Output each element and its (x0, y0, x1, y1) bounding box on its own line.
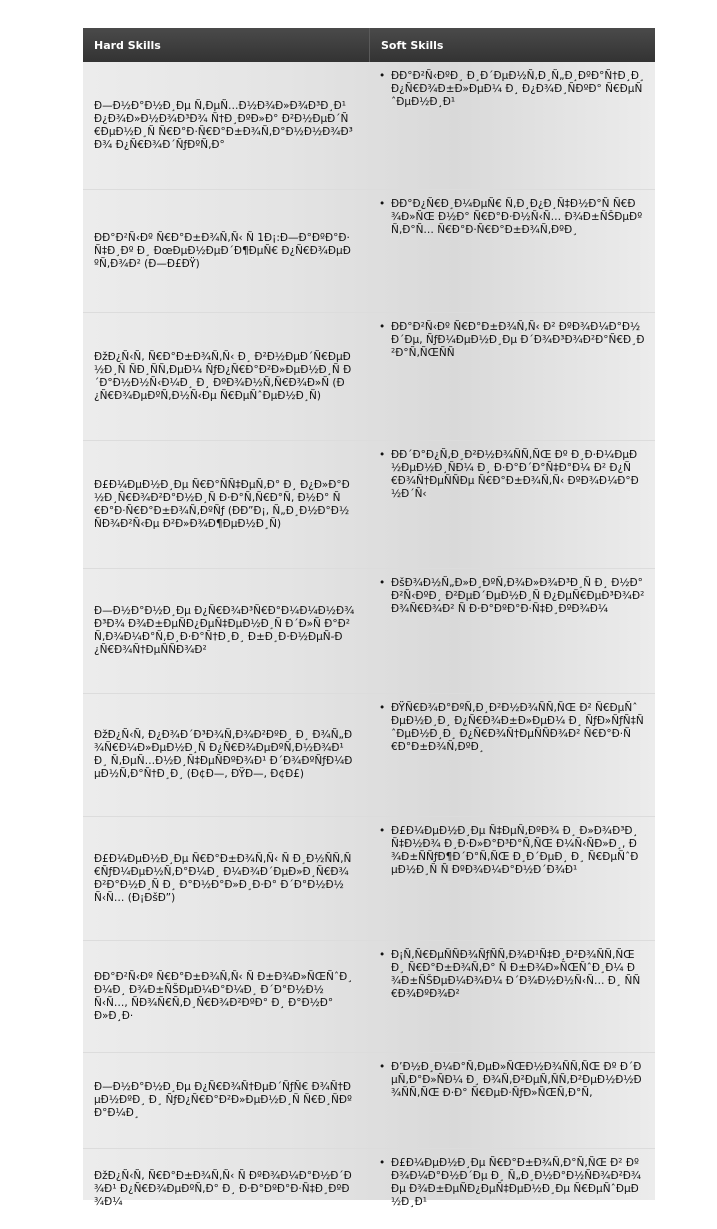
soft-skill-cell (369, 313, 655, 440)
soft-skill-item: • ÐÐ´Ð°Ð¿Ñ‚Ð¸Ð²Ð½Ð¾ÑÑ‚ÑŒ Ðº Ð¸Ð·Ð¼ÐµÐ½ÐµÐ½Ð¸ÑÐ¼ Ð¸ Ð·Ð°Ð´Ð°Ñ‡Ð°Ð¼ Ð² Ð¿Ñ€Ð¾Ñ†ÐµÑÑÐµ Ñ€Ð°Ð±Ð¾Ñ‚Ñ‹ ÐºÐ¾Ð¼Ð°Ð½Ð´Ñ‹ (391, 449, 645, 501)
hard-skill-cell: ÐÐ°Ð²Ñ‹Ðº Ñ€Ð°Ð±Ð¾Ñ‚Ñ‹ Ñ 1Ð¡:Ð—Ð°ÐºÐ°Ð·Ñ‡Ð¸Ðº Ð¸ ÐœÐµÐ½ÐµÐ´Ð¶ÐµÑ€ Ð¿Ñ€Ð¾ÐµÐºÑ‚Ð¾Ð² (Ð—Ð£ÐŸ) (94, 231, 351, 270)
soft-skill-cell (369, 941, 655, 1052)
hard-skill-cell: Ð—Ð½Ð°Ð½Ð¸Ðµ Ð¿Ñ€Ð¾Ñ†ÐµÐ´ÑƒÑ€ Ð¾Ñ†ÐµÐ½ÐºÐ¸ Ð¸ ÑƒÐ¿Ñ€Ð°Ð²Ð»ÐµÐ½Ð¸Ñ Ñ€Ð¸ÑÐºÐ°Ð¼Ð¸ (94, 1081, 352, 1119)
soft-skill-cell (369, 1053, 655, 1148)
soft-skill-item: • ÐšÐ¾Ð½Ñ„Ð»Ð¸ÐºÑ‚Ð¾Ð»Ð¾Ð³Ð¸Ñ Ð¸ Ð½Ð°Ð²Ñ‹ÐºÐ¸ Ð²ÐµÐ´ÐµÐ½Ð¸Ñ Ð¿ÐµÑ€ÐµÐ³Ð¾Ð²Ð¾Ñ€Ð¾Ð² Ñ Ð·Ð°ÐºÐ°Ð·Ñ‡Ð¸ÐºÐ¾Ð¼ (391, 577, 645, 616)
soft-skill-item: • Ð’Ð½Ð¸Ð¼Ð°Ñ‚ÐµÐ»ÑŒÐ½Ð¾ÑÑ‚ÑŒ Ðº Ð´ÐµÑ‚Ð°Ð»ÑÐ¼ Ð¸ Ð¾Ñ‚Ð²ÐµÑ‚ÑÑ‚Ð²ÐµÐ½Ð½Ð¾ÑÑ‚ÑŒ Ð·Ð° Ñ€ÐµÐ·ÑƒÐ»ÑŒÑ‚Ð°Ñ‚ (391, 1061, 645, 1100)
hard-skill-cell: Ð—Ð½Ð°Ð½Ð¸Ðµ Ñ‚ÐµÑ…Ð½Ð¾Ð»Ð¾Ð³Ð¸Ð¹ Ð¿Ð¾Ð»Ð½Ð¾Ð³Ð¾ Ñ†Ð¸ÐºÐ»Ð° Ð²Ð½ÐµÐ´Ñ€ÐµÐ½Ð¸Ñ Ñ€Ð°Ð·Ñ€Ð°Ð±Ð¾Ñ‚Ð°Ð½Ð½Ð¾Ð³Ð¾ Ð¿Ñ€Ð¾Ð´ÑƒÐºÑ‚Ð° (94, 99, 353, 151)
soft-skill-cell (369, 569, 655, 693)
soft-skill-item: • ÐÐ°Ð²Ñ‹ÐºÐ¸ Ð¸Ð´ÐµÐ½Ñ‚Ð¸Ñ„Ð¸ÐºÐ°Ñ†Ð¸Ð¸ Ð¿Ñ€Ð¾Ð±Ð»ÐµÐ¼ Ð¸ Ð¿Ð¾Ð¸ÑÐºÐ° Ñ€ÐµÑˆÐµÐ½Ð¸Ð¹ (391, 70, 645, 109)
table-row (83, 694, 655, 817)
table-header (83, 28, 655, 62)
soft-skill-cell (369, 62, 655, 189)
table-row (83, 313, 655, 441)
header-hard-skills: Hard Skills (94, 38, 161, 52)
soft-skill-cell (369, 694, 655, 816)
soft-skill-cell (369, 190, 655, 312)
table-row (83, 1149, 655, 1229)
hard-skill-cell: Ð£Ð¼ÐµÐ½Ð¸Ðµ Ñ€Ð°ÑÑ‡ÐµÑ‚Ð° Ð¸ Ð¿Ð»Ð°Ð½Ð¸Ñ€Ð¾Ð²Ð°Ð½Ð¸Ñ Ð·Ð°Ñ‚Ñ€Ð°Ñ‚ Ð½Ð° Ñ€Ð°Ð·Ñ€Ð°Ð±Ð¾Ñ‚ÐºÑƒ (ÐÐ”Ð¡, Ñ„Ð¸Ð½Ð°Ð½ÑÐ¾Ð²Ñ‹Ðµ Ð²Ð»Ð¾Ð¶ÐµÐ½Ð¸Ñ) (94, 478, 350, 530)
skills-table (83, 28, 655, 1208)
hard-skill-cell: ÐžÐ¿Ñ‹Ñ‚ Ñ€Ð°Ð±Ð¾Ñ‚Ñ‹ Ñ ÐºÐ¾Ð¼Ð°Ð½Ð´Ð¾Ð¹ Ð¿Ñ€Ð¾ÐµÐºÑ‚Ð° Ð¸ Ð·Ð°ÐºÐ°Ð·Ñ‡Ð¸ÐºÐ¾Ð¼ (94, 1169, 352, 1208)
soft-skill-item: • Ð¡Ñ‚Ñ€ÐµÑÑÐ¾ÑƒÑÑ‚Ð¾Ð¹Ñ‡Ð¸Ð²Ð¾ÑÑ‚ÑŒ Ð¸ Ñ€Ð°Ð±Ð¾Ñ‚Ð° Ñ Ð±Ð¾Ð»ÑŒÑˆÐ¸Ð¼ Ð¾Ð±ÑŠÐµÐ¼Ð¾Ð¼ Ð´Ð¾Ð½Ð½Ñ‹Ñ… Ð¸ ÑÑ€Ð¾ÐºÐ¾Ð² (391, 949, 645, 1001)
hard-skill-cell: Ð£Ð¼ÐµÐ½Ð¸Ðµ Ñ€Ð°Ð±Ð¾Ñ‚Ñ‹ Ñ Ð¸Ð½ÑÑ‚Ñ€ÑƒÐ¼ÐµÐ½Ñ‚Ð°Ð¼Ð¸ Ð¼Ð¾Ð´ÐµÐ»Ð¸Ñ€Ð¾Ð²Ð°Ð½Ð¸Ñ Ð¸ Ð°Ð½Ð°Ð»Ð¸Ð·Ð° Ð´Ð°Ð½Ð½Ñ‹Ñ… (Ð¡ÐšÐ”) (94, 852, 352, 904)
table-row (83, 817, 655, 941)
table-row (83, 569, 655, 694)
table-row (83, 441, 655, 569)
soft-skill-cell (369, 1149, 655, 1229)
hard-skill-cell: ÐÐ°Ð²Ñ‹Ðº Ñ€Ð°Ð±Ð¾Ñ‚Ñ‹ Ñ Ð±Ð¾Ð»ÑŒÑˆÐ¸Ð¼Ð¸ Ð¾Ð±ÑŠÐµÐ¼Ð°Ð¼Ð¸ Ð´Ð°Ð½Ð½Ñ‹Ñ…, ÑÐ¾Ñ€Ñ‚Ð¸Ñ€Ð¾Ð²ÐºÐ° Ð¸ Ð°Ð½Ð°Ð»Ð¸Ð· (94, 970, 353, 1022)
header-soft-skills: Soft Skills (369, 28, 655, 62)
soft-skill-item: • Ð£Ð¼ÐµÐ½Ð¸Ðµ Ñ€Ð°Ð±Ð¾Ñ‚Ð°Ñ‚ÑŒ Ð² ÐºÐ¾Ð¼Ð°Ð½Ð´Ðµ Ð¸ Ñ„Ð¸Ð½Ð°Ð½ÑÐ¾Ð²Ð¾Ðµ Ð¾Ð±ÐµÑÐ¿ÐµÑ‡ÐµÐ½Ð¸Ðµ Ñ€ÐµÑˆÐµÐ½Ð¸Ð¹ (391, 1157, 645, 1209)
table-row (83, 941, 655, 1053)
soft-skill-item: • ÐŸÑ€Ð¾Ð°ÐºÑ‚Ð¸Ð²Ð½Ð¾ÑÑ‚ÑŒ Ð² Ñ€ÐµÑˆÐµÐ½Ð¸Ð¸ Ð¿Ñ€Ð¾Ð±Ð»ÐµÐ¼ Ð¸ ÑƒÐ»ÑƒÑ‡ÑˆÐµÐ½Ð¸Ð¸ Ð¿Ñ€Ð¾Ñ†ÐµÑÑÐ¾Ð² Ñ€Ð°Ð·Ñ€Ð°Ð±Ð¾Ñ‚ÐºÐ¸ (391, 702, 645, 754)
soft-skill-item: • ÐÐ°Ð²Ñ‹Ðº Ñ€Ð°Ð±Ð¾Ñ‚Ñ‹ Ð² ÐºÐ¾Ð¼Ð°Ð½Ð´Ðµ, ÑƒÐ¼ÐµÐ½Ð¸Ðµ Ð´Ð¾Ð³Ð¾Ð²Ð°Ñ€Ð¸Ð²Ð°Ñ‚ÑŒÑÑ (391, 321, 645, 360)
soft-skill-cell (369, 441, 655, 568)
table-row (83, 1053, 655, 1149)
soft-skill-cell (369, 817, 655, 940)
hard-skill-cell: ÐžÐ¿Ñ‹Ñ‚ Ñ€Ð°Ð±Ð¾Ñ‚Ñ‹ Ð¸ Ð²Ð½ÐµÐ´Ñ€ÐµÐ½Ð¸Ñ ÑÐ¸ÑÑ‚ÐµÐ¼ ÑƒÐ¿Ñ€Ð°Ð²Ð»ÐµÐ½Ð¸Ñ Ð´Ð°Ð½Ð½Ñ‹Ð¼Ð¸ Ð¸ ÐºÐ¾Ð½Ñ‚Ñ€Ð¾Ð»Ñ (Ð¿Ñ€Ð¾ÐµÐºÑ‚Ð½Ñ‹Ðµ Ñ€ÐµÑˆÐµÐ½Ð¸Ñ) (94, 350, 352, 402)
hard-skill-cell: ÐžÐ¿Ñ‹Ñ‚ Ð¿Ð¾Ð´Ð³Ð¾Ñ‚Ð¾Ð²ÐºÐ¸ Ð¸ Ð¾Ñ„Ð¾Ñ€Ð¼Ð»ÐµÐ½Ð¸Ñ Ð¿Ñ€Ð¾ÐµÐºÑ‚Ð½Ð¾Ð¹ Ð¸ Ñ‚ÐµÑ…Ð½Ð¸Ñ‡ÐµÑÐºÐ¾Ð¹ Ð´Ð¾ÐºÑƒÐ¼ÐµÐ½Ñ‚Ð°Ñ†Ð¸Ð¸ (Ð¢Ð—, ÐŸÐ—, Ð¢Ð£) (94, 729, 353, 780)
table-row (83, 190, 655, 313)
table-row (83, 62, 655, 190)
soft-skill-item: • ÐÐ°Ð¿Ñ€Ð¸Ð¼ÐµÑ€ Ñ‚Ð¸Ð¿Ð¸Ñ‡Ð½Ð°Ñ Ñ€Ð¾Ð»ÑŒ Ð½Ð° Ñ€Ð°Ð·Ð½Ñ‹Ñ… Ð¾Ð±ÑŠÐµÐºÑ‚Ð°Ñ… Ñ€Ð°Ð·Ñ€Ð°Ð±Ð¾Ñ‚ÐºÐ¸ (391, 198, 645, 237)
soft-skill-item: • Ð£Ð¼ÐµÐ½Ð¸Ðµ Ñ‡ÐµÑ‚ÐºÐ¾ Ð¸ Ð»Ð¾Ð³Ð¸Ñ‡Ð½Ð¾ Ð¸Ð·Ð»Ð°Ð³Ð°Ñ‚ÑŒ Ð¼Ñ‹ÑÐ»Ð¸, Ð¾Ð±ÑÑƒÐ¶Ð´Ð°Ñ‚ÑŒ Ð¸Ð´ÐµÐ¸ Ð¸ Ñ€ÐµÑˆÐµÐ½Ð¸Ñ Ñ ÐºÐ¾Ð¼Ð°Ð½Ð´Ð¾Ð¹ (391, 825, 645, 877)
hard-skill-cell: Ð—Ð½Ð°Ð½Ð¸Ðµ Ð¿Ñ€Ð¾Ð³Ñ€Ð°Ð¼Ð¼Ð½Ð¾Ð³Ð¾ Ð¾Ð±ÐµÑÐ¿ÐµÑ‡ÐµÐ½Ð¸Ñ Ð´Ð»Ñ Ð°Ð²Ñ‚Ð¾Ð¼Ð°Ñ‚Ð¸Ð·Ð°Ñ†Ð¸Ð¸ Ð±Ð¸Ð·Ð½ÐµÑ-Ð¿Ñ€Ð¾Ñ†ÐµÑÑÐ¾Ð² (94, 605, 355, 656)
